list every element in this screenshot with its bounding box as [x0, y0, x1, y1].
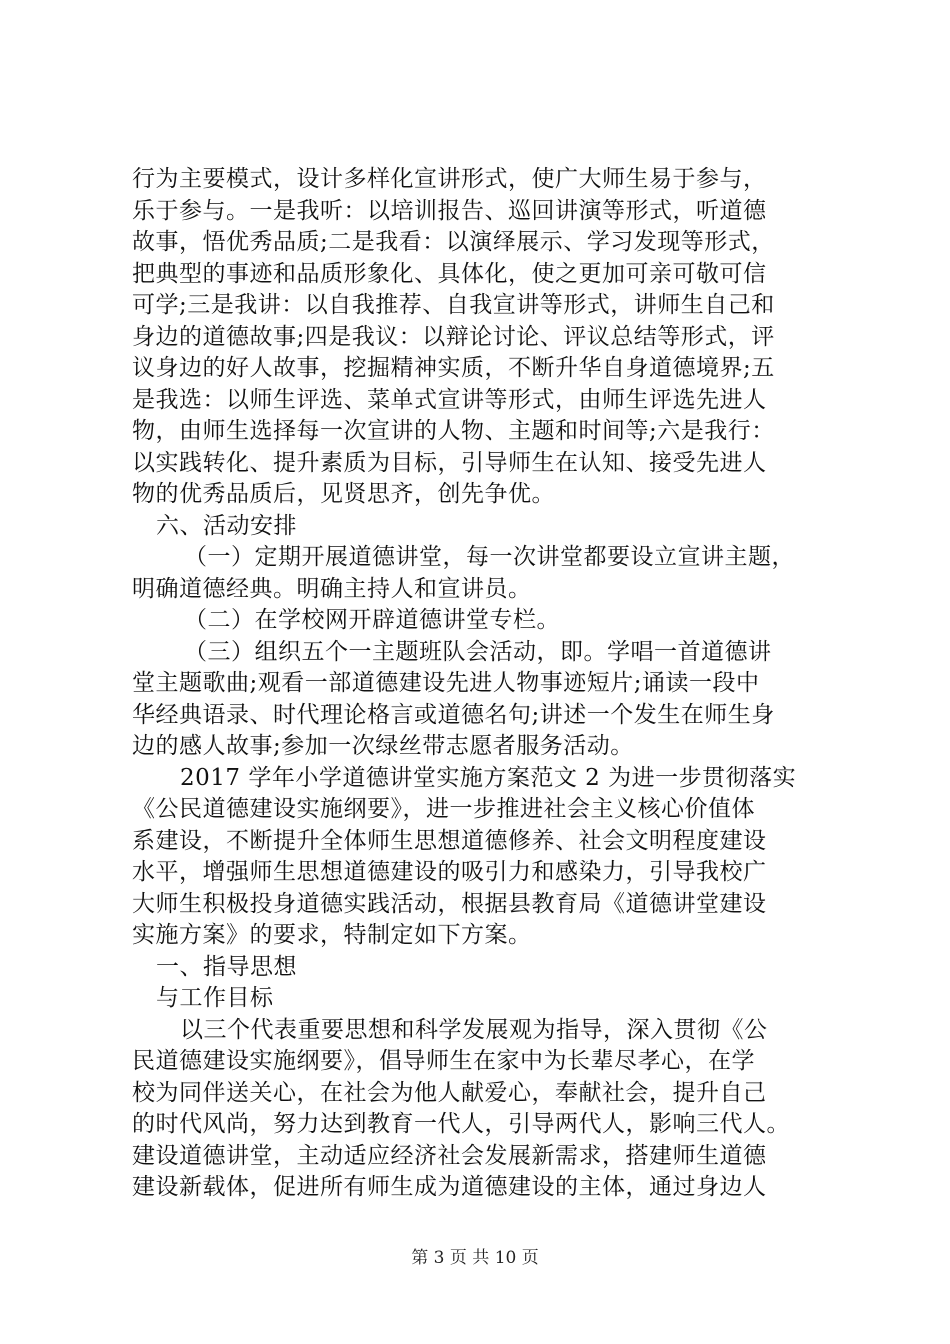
text-line: 以三个代表重要思想和科学发展观为指导，深入贯彻《公 — [180, 1016, 768, 1043]
section-heading: 六、活动安排 — [156, 512, 297, 539]
text-line: 实施方案》的要求，特制定如下方案。 — [132, 922, 532, 948]
text-line: 可学;三是我讲：以自我推荐、自我宣讲等形式，讲师生自己和 — [132, 292, 775, 318]
text-line: （三）组织五个一主题班队会活动，即。学唱一首道德讲 — [184, 638, 772, 665]
text-line: 是我选：以师生评选、菜单式宣讲等形式，由师生评选先进人 — [132, 386, 767, 413]
text-line: 水平，增强师生思想道德建设的吸引力和感染力，引导我校广 — [132, 859, 767, 885]
page-number: 第 3 页 共 10 页 — [411, 1248, 539, 1268]
text-line: 《公民道德建设实施纲要》，进一步推进社会主义核心价值体 — [132, 796, 755, 822]
text-line: 系建设，不断提升全体师生思想道德修养、社会文明程度建设 — [132, 827, 767, 854]
section-heading: 与工作目标 — [156, 985, 274, 1011]
text-line: 明确道德经典。明确主持人和宣讲员。 — [132, 575, 532, 602]
text-line: 大师生积极投身道德实践活动，根据县教育局《道德讲堂建设 — [132, 890, 767, 917]
page-footer — [0, 1243, 950, 1268]
text-line: （二）在学校网开辟道德讲堂专栏。 — [184, 607, 560, 633]
text-line: 物，由师生选择每一次宣讲的人物、主题和时间等;六是我行： — [132, 418, 775, 444]
text-line: 以实践转化、提升素质为目标，引导师生在认知、接受先进人 — [132, 449, 767, 476]
text-line: 建设道德讲堂，主动适应经济社会发展新需求，搭建师生道德 — [132, 1142, 767, 1169]
text-line: 乐于参与。一是我听：以培训报告、巡回讲演等形式，听道德 — [132, 197, 767, 224]
text-line: 物的优秀品质后，见贤思齐，创先争优。 — [132, 481, 555, 507]
text-line: 2017 学年小学道德讲堂实施方案范文 2 为进一步贯彻落实 — [180, 764, 797, 791]
section-heading: 一、指导思想 — [156, 953, 297, 980]
text-line: 建设新载体，促进所有师生成为道德建设的主体，通过身边人 — [132, 1174, 767, 1200]
text-line: （一）定期开展道德讲堂，每一次讲堂都要设立宣讲主题， — [184, 544, 795, 570]
text-line: 身边的道德故事;四是我议：以辩论讨论、评议总结等形式，评 — [132, 323, 775, 350]
text-line: 民道德建设实施纲要》，倡导师生在家中为长辈尽孝心，在学 — [132, 1048, 755, 1074]
text-line: 华经典语录、时代理论格言或道德名句;讲述一个发生在师生身 — [132, 701, 775, 728]
text-line: 边的感人故事;参加一次绿丝带志愿者服务活动。 — [132, 733, 634, 759]
text-line: 堂主题歌曲;观看一部道德建设先进人物事迹短片;诵读一段中 — [132, 670, 760, 696]
text-line: 把典型的事迹和品质形象化、具体化，使之更加可亲可敬可信 — [132, 260, 767, 287]
document-body — [132, 164, 832, 1204]
text-line: 议身边的好人故事，挖掘精神实质，不断升华自身道德境界;五 — [132, 355, 775, 381]
text-line: 故事，悟优秀品质;二是我看：以演绎展示、学习发现等形式， — [132, 229, 775, 255]
text-line: 的时代风尚，努力达到教育一代人，引导两代人，影响三代人。 — [132, 1111, 790, 1137]
text-line: 校为同伴送关心，在社会为他人献爱心，奉献社会，提升自己 — [132, 1079, 767, 1106]
text-line: 行为主要模式，设计多样化宣讲形式，使广大师生易于参与， — [132, 166, 767, 192]
